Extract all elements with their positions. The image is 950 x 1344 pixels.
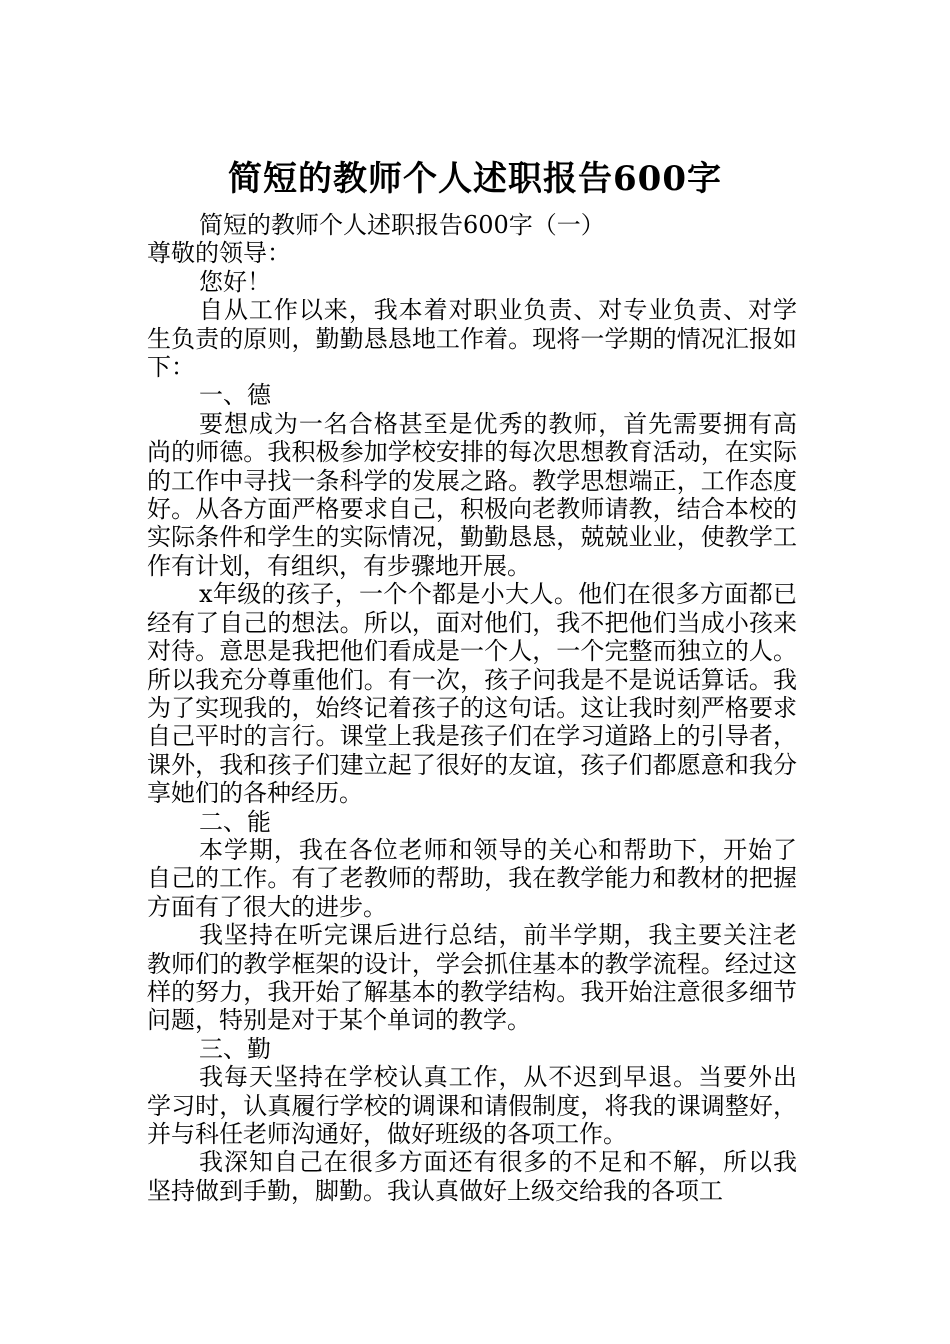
paragraph: 本学期，我在各位老师和领导的关心和帮助下，开始了自己的工作。有了老教师的帮助，我在教学能力和教材的把握方面有了很大的进步。 [147, 835, 797, 921]
paragraph: 您好！ [199, 267, 271, 296]
paragraph: 一、德 [199, 381, 271, 410]
paragraph: 要想成为一名合格甚至是优秀的教师，首先需要拥有高尚的师德。我积极参加学校安排的每次思想教育活动，在实际的工作中寻找一条科学的发展之路。教学思想端正，工作态度好。从各方面严格要求自己，积极向老教师请教，结合本校的实际条件和学生的实际情况，勤勤恳恳，兢兢业业，使教学工作有计划，有组织，有步骤地开展。 [147, 409, 797, 580]
paragraph: 三、勤 [199, 1034, 271, 1063]
paragraph: 尊敬的领导： [147, 239, 291, 268]
paragraph: 自从工作以来，我本着对职业负责、对专业负责、对学生负责的原则，勤勤恳恳地工作着。现将一学期的情况汇报如下： [147, 296, 797, 382]
paragraph: 二、能 [199, 807, 271, 836]
document-body [147, 211, 797, 1205]
paragraph: 简短的教师个人述职报告600字（一） [199, 211, 605, 239]
paragraph: 我每天坚持在学校认真工作，从不迟到早退。当要外出学习时，认真履行学校的调课和请假制度，将我的课调整好，并与科任老师沟通好，做好班级的各项工作。 [147, 1063, 797, 1148]
paragraph: 我坚持在听完课后进行总结，前半学期，我主要关注老教师们的教学框架的设计，学会抓住基本的教学流程。经过这样的努力，我开始了解基本的教学结构。我开始注意很多细节问题，特别是对于某个单词的教学。 [147, 921, 797, 1035]
paragraph: x年级的孩子，一个个都是小大人。他们在很多方面都已经有了自己的想法。所以，面对他们，我不把他们当成小孩来对待。意思是我把他们看成是一个人，一个完整而独立的人。所以我充分尊重他们。有一次，孩子问我是不是说话算话。我为了实现我的，始终记着孩子的这句话。这让我时刻严格要求自己平时的言行。课堂上我是孩子们在学习道路上的引导者，课外，我和孩子们建立起了很好的友谊，孩子们都愿意和我分享她们的各种经历。 [147, 580, 797, 808]
document-title: 简短的教师个人述职报告600字 [228, 158, 722, 199]
paragraph: 我深知自己在很多方面还有很多的不足和不解，所以我坚持做到手勤，脚勤。我认真做好上级交给我的各项工 [147, 1148, 797, 1205]
